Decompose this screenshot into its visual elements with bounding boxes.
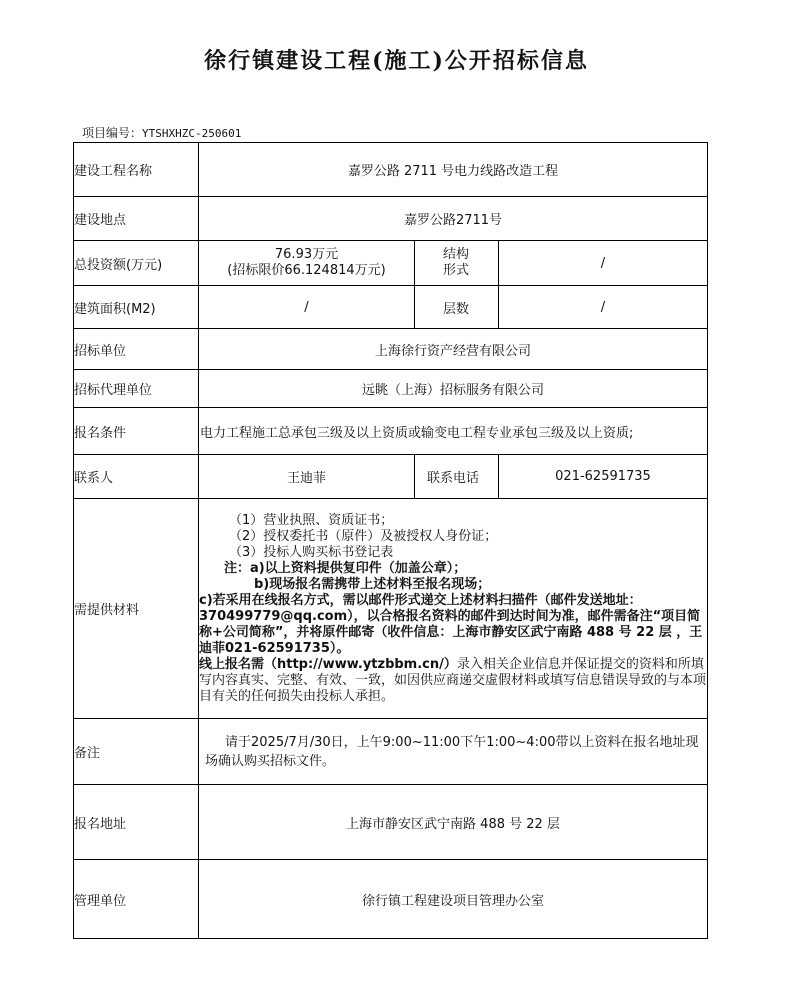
contact-value: 王迪菲 [199,455,415,499]
row-reg-address [74,785,708,860]
tenderer-value: 上海徐行资产经营有限公司 [199,329,708,370]
project-number [82,124,241,141]
agent-value: 远眺（上海）招标服务有限公司 [199,370,708,408]
materials-online-rest: 录入相关企业信息并保证提交的资料和所填写内容真实、完整、有效、一致，如因供应商递交虚假材料或填写信息错误导致的与本项目有关的任何损失由投标人承担。 [199,656,707,704]
contact-label: 联系人 [74,455,199,499]
materials-item-1: （1）营业执照、资质证书； [229,512,394,528]
investment-label: 总投资额(万元) [74,241,199,286]
row-investment [74,241,708,286]
remarks-value: 请于2025/7月/30日，上午9:00~11:00下午1:00~4:00带以上资料在报名地址现场确认购买招标文件。 [199,719,708,785]
materials-item-2: （2）授权委托书（原件）及被授权人身份证； [229,528,498,544]
project-name-label: 建设工程名称 [74,143,199,197]
phone-value: 021-62591735 [499,455,708,499]
row-project-name [74,143,708,197]
management-label: 管理单位 [74,860,199,939]
reg-address-value: 上海市静安区武宁南路 488 号 22 层 [199,785,708,860]
structure-label-line2: 形式 [443,263,470,278]
remarks-label: 备注 [74,719,199,785]
agent-label: 招标代理单位 [74,370,199,408]
materials-note-a: 注：a)以上资料提供复印件（加盖公章）； [224,560,467,576]
area-value: / [199,286,415,329]
materials-item-3: （3）投标人购买标书登记表 [229,544,394,560]
row-conditions [74,408,708,455]
row-management [74,860,708,939]
materials-note-b: b)现场报名需携带上述材料至报名现场； [254,576,491,592]
row-remarks [74,719,708,785]
tenderer-label: 招标单位 [74,329,199,370]
reg-address-label: 报名地址 [74,785,199,860]
materials-online [199,657,707,705]
project-number-label: 项目编号： [82,126,143,140]
tender-info-table [73,142,708,939]
row-contact [74,455,708,499]
structure-label-line1: 结构 [443,247,470,262]
materials-online-bold: 线上报名需（http://www.ytzbbm.cn/） [199,656,457,672]
row-tenderer [74,329,708,370]
investment-amount: 76.93万元 [274,247,339,262]
row-area [74,286,708,329]
row-location [74,197,708,241]
phone-label: 联系电话 [415,455,499,499]
structure-value: / [499,241,708,286]
project-number-value: YTSHXHZC-250601 [142,127,242,140]
investment-limit: (招标限价66.124814万元) [227,263,386,278]
row-materials [74,499,708,719]
project-name-value: 嘉罗公路 2711 号电力线路改造工程 [199,143,708,197]
row-agent [74,370,708,408]
investment-value [199,241,415,286]
materials-label: 需提供材料 [74,499,199,719]
area-label: 建筑面积(M2) [74,286,199,329]
management-value: 徐行镇工程建设项目管理办公室 [199,860,708,939]
page-title: 徐行镇建设工程(施工)公开招标信息 [204,48,589,74]
materials-value [199,499,708,719]
materials-note-c: c)若采用在线报名方式，需以邮件形式递交上述材料扫描件（邮件发送地址：370499779@qq.com），以合格报名资料的邮件到达时间为准，邮件需备注“项目简称+公司简称”，并将原件邮寄（收件信息：上海市静安区武宁南路 488 号 22 层 ，王迪菲021-62591735）。 [199,592,703,656]
location-value: 嘉罗公路2711号 [199,197,708,241]
conditions-value: 电力工程施工总承包三级及以上资质或输变电工程专业承包三级及以上资质; [199,408,708,455]
conditions-label: 报名条件 [74,408,199,455]
location-label: 建设地点 [74,197,199,241]
floors-label: 层数 [415,286,499,329]
floors-value: / [499,286,708,329]
structure-label [415,241,499,286]
